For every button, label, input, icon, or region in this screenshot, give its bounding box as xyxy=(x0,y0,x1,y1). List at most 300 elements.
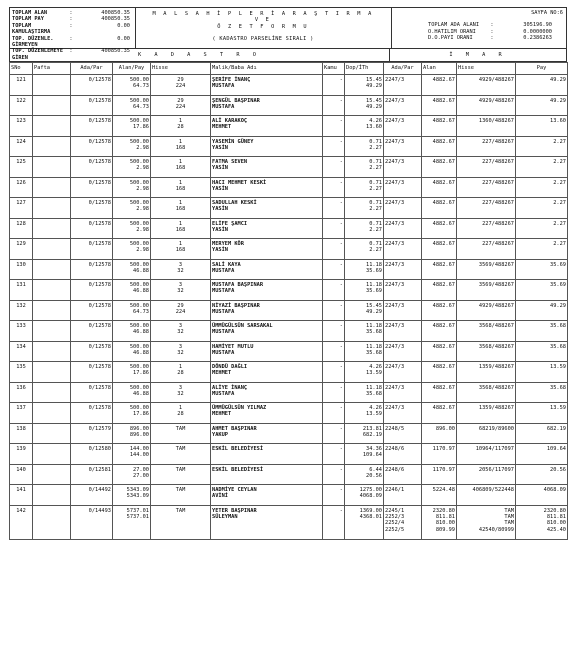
cell-hisse: 1 168 xyxy=(151,136,211,157)
cell-malik: ALİ KARAKOÇ MEHMET xyxy=(211,116,323,137)
cell-pay: 2.27 xyxy=(516,218,568,239)
cell-ialan: 1170.97 xyxy=(422,444,457,465)
column-header: Dop/İTh xyxy=(345,63,384,75)
cell-malik: SADULLAH KESKİ YASİN xyxy=(211,198,323,219)
table-header-row xyxy=(10,63,568,75)
cell-pay: 2.27 xyxy=(516,136,568,157)
cell-hisse: 1 168 xyxy=(151,218,211,239)
cell-ialan: 4882.67 xyxy=(422,136,457,157)
cell-dop: 0.71 2.27 xyxy=(345,157,384,178)
colon: : xyxy=(69,10,73,16)
cell-ihisse: 227/488267 xyxy=(457,198,516,219)
cell-ialan: 4882.67 xyxy=(422,95,457,116)
column-header: SNo xyxy=(10,63,33,75)
owners-table xyxy=(9,62,568,540)
cell-iadapar: 2246/1 xyxy=(384,485,422,506)
ratio-value: 305196.90 xyxy=(523,22,552,29)
cell-ialan: 4882.67 xyxy=(422,259,457,280)
cell-pay: 13.60 xyxy=(516,116,568,137)
cell-pafta xyxy=(33,423,71,444)
report-title-line3: Ö Z E T F O R M U xyxy=(217,23,309,30)
cell-iadapar: 2248/5 xyxy=(384,423,422,444)
cell-pafta xyxy=(33,95,71,116)
cell-sno: 125 xyxy=(10,157,33,178)
cell-adapar: 0/12578 xyxy=(71,198,113,219)
cell-sno: 141 xyxy=(10,485,33,506)
table-row xyxy=(10,280,568,301)
cell-sno: 124 xyxy=(10,136,33,157)
cell-kamu: - xyxy=(323,198,345,219)
cell-sno: 123 xyxy=(10,116,33,137)
table-row xyxy=(10,341,568,362)
cell-hisse: TAM xyxy=(151,464,211,485)
ratio-label: D.O.PAYI ORANI xyxy=(428,35,473,42)
cell-iadapar: 2247/3 xyxy=(384,177,422,198)
total-row xyxy=(10,36,135,49)
cell-adapar: 0/12580 xyxy=(71,444,113,465)
cell-pay: 2.27 xyxy=(516,198,568,219)
cell-pafta xyxy=(33,403,71,424)
cell-kamu: - xyxy=(323,280,345,301)
cell-sno: 127 xyxy=(10,198,33,219)
cell-pay: 35.68 xyxy=(516,321,568,342)
column-header: Alan xyxy=(422,63,457,75)
cell-ihisse: 227/488267 xyxy=(457,177,516,198)
cell-pay: 682.19 xyxy=(516,423,568,444)
table-row xyxy=(10,177,568,198)
ratios-box xyxy=(391,8,569,48)
cell-ihisse: 1360/488267 xyxy=(457,116,516,137)
cell-dop: 11.18 35.68 xyxy=(345,321,384,342)
cell-ialan: 4882.67 xyxy=(422,75,457,96)
cell-dop: 11.18 35.69 xyxy=(345,280,384,301)
cell-iadapar: 2248/6 xyxy=(384,464,422,485)
column-header: Pafta xyxy=(33,63,71,75)
cell-ihisse: 227/488267 xyxy=(457,157,516,178)
cell-kamu: - xyxy=(323,136,345,157)
cell-kamu: - xyxy=(323,259,345,280)
cell-ialan: 4882.67 xyxy=(422,362,457,383)
cell-kamu: - xyxy=(323,218,345,239)
cell-pay: 49.29 xyxy=(516,75,568,96)
table-row xyxy=(10,505,568,539)
cell-iadapar: 2247/3 xyxy=(384,198,422,219)
total-value: 0.00 xyxy=(117,35,130,42)
cell-adapar: 0/12578 xyxy=(71,95,113,116)
cell-kamu: - xyxy=(323,341,345,362)
cell-pafta xyxy=(33,321,71,342)
report-subtitle: ( KADASTRO PARSELİNE SIRALI ) xyxy=(212,36,314,43)
cell-hisse: 3 32 xyxy=(151,341,211,362)
cell-kamu: - xyxy=(323,321,345,342)
table-row xyxy=(10,259,568,280)
cell-ihisse: 3568/488267 xyxy=(457,341,516,362)
cell-dop: 4.26 13.60 xyxy=(345,116,384,137)
cell-hisse: 1 28 xyxy=(151,362,211,383)
cell-sno: 121 xyxy=(10,75,33,96)
cell-hisse: 1 168 xyxy=(151,239,211,260)
cell-iadapar: 2247/3 xyxy=(384,218,422,239)
cell-ihisse: 227/488267 xyxy=(457,239,516,260)
table-row xyxy=(10,444,568,465)
cell-iadapar: 2248/6 xyxy=(384,444,422,465)
cell-malik: SALİ KAYA MUSTAFA xyxy=(211,259,323,280)
cell-kamu: - xyxy=(323,382,345,403)
cell-sno: 126 xyxy=(10,177,33,198)
cell-alan: 500.00 2.98 xyxy=(113,239,151,260)
cell-kamu: - xyxy=(323,239,345,260)
cell-ihisse: TAM TAM TAM 42540/80999 xyxy=(457,505,516,539)
cell-pay: 13.59 xyxy=(516,403,568,424)
cell-dop: 4.26 13.59 xyxy=(345,362,384,383)
cell-dop: 15.45 49.29 xyxy=(345,95,384,116)
cell-alan: 27.00 27.00 xyxy=(113,464,151,485)
cell-dop: 34.36 109.64 xyxy=(345,444,384,465)
cell-dop: 15.45 49.29 xyxy=(345,75,384,96)
cell-ialan: 5224.48 xyxy=(422,485,457,506)
cell-iadapar: 2247/3 xyxy=(384,280,422,301)
totals-box xyxy=(10,8,136,61)
cell-ihisse: 406809/522448 xyxy=(457,485,516,506)
cell-hisse: 1 28 xyxy=(151,403,211,424)
cell-hisse: 3 32 xyxy=(151,382,211,403)
cell-alan: 500.00 17.86 xyxy=(113,116,151,137)
cell-malik: ALİYE İNANÇ MUSTAFA xyxy=(211,382,323,403)
cell-ialan: 2320.80 811.81 810.00 809.99 xyxy=(422,505,457,539)
cell-malik: ELİFE ŞAMCI YASİN xyxy=(211,218,323,239)
section-imar: İ M A R xyxy=(449,52,507,58)
cell-pafta xyxy=(33,362,71,383)
ratio-label: TOPLAM ADA ALANI xyxy=(428,22,480,29)
cell-sno: 134 xyxy=(10,341,33,362)
cell-malik: ESKİL BELEDİYESİ xyxy=(211,444,323,465)
cell-kamu: - xyxy=(323,403,345,424)
column-header: Hisse xyxy=(457,63,516,75)
cell-alan: 500.00 46.88 xyxy=(113,321,151,342)
cell-adapar: 0/12578 xyxy=(71,341,113,362)
cell-pafta xyxy=(33,136,71,157)
cell-iadapar: 2247/3 xyxy=(384,239,422,260)
cell-dop: 0.71 2.27 xyxy=(345,198,384,219)
table-row xyxy=(10,198,568,219)
cell-ihisse: 3568/488267 xyxy=(457,321,516,342)
cell-alan: 500.00 2.98 xyxy=(113,157,151,178)
cell-kamu: - xyxy=(323,177,345,198)
cell-alan: 500.00 2.98 xyxy=(113,136,151,157)
cell-iadapar: 2247/3 xyxy=(384,136,422,157)
cell-sno: 133 xyxy=(10,321,33,342)
cell-adapar: 0/12578 xyxy=(71,157,113,178)
cell-pay: 4068.09 xyxy=(516,485,568,506)
cell-pay: 2.27 xyxy=(516,177,568,198)
cell-pay: 2320.80 811.81 810.00 425.40 xyxy=(516,505,568,539)
cell-adapar: 0/12578 xyxy=(71,382,113,403)
cell-adapar: 0/12578 xyxy=(71,116,113,137)
cell-kamu: - xyxy=(323,95,345,116)
cell-hisse: TAM xyxy=(151,505,211,539)
cell-ialan: 4882.67 xyxy=(422,300,457,321)
cell-iadapar: 2247/3 xyxy=(384,341,422,362)
cell-ihisse: 4929/488267 xyxy=(457,75,516,96)
cell-hisse: 1 28 xyxy=(151,116,211,137)
column-header: Hisse xyxy=(151,63,211,75)
table-row xyxy=(10,321,568,342)
cell-sno: 139 xyxy=(10,444,33,465)
cell-hisse: 29 224 xyxy=(151,95,211,116)
cell-alan: 500.00 46.88 xyxy=(113,341,151,362)
cell-pay: 13.59 xyxy=(516,362,568,383)
total-label: TOP. DÜZENLEMEYE GİREN xyxy=(12,48,64,61)
ratio-label: O.HATILIM ORANI xyxy=(428,28,476,35)
cell-ialan: 4882.67 xyxy=(422,198,457,219)
cell-alan: 500.00 17.86 xyxy=(113,403,151,424)
table-row xyxy=(10,403,568,424)
cell-sno: 129 xyxy=(10,239,33,260)
cell-dop: 0.71 2.27 xyxy=(345,136,384,157)
cell-ialan: 4882.67 xyxy=(422,218,457,239)
cell-malik: YETER BAŞPINAR SÜLEYMAN xyxy=(211,505,323,539)
cell-malik: ÜMMÜGÜLSÜN SARSAKAL MUSTAFA xyxy=(211,321,323,342)
cell-dop: 11.18 35.68 xyxy=(345,341,384,362)
cell-kamu: - xyxy=(323,75,345,96)
cell-sno: 122 xyxy=(10,95,33,116)
table-row xyxy=(10,157,568,178)
cell-pafta xyxy=(33,157,71,178)
cell-dop: 0.71 2.27 xyxy=(345,218,384,239)
cell-pafta xyxy=(33,300,71,321)
table-row xyxy=(10,116,568,137)
cell-pafta xyxy=(33,485,71,506)
cell-kamu: - xyxy=(323,423,345,444)
table-row xyxy=(10,95,568,116)
cell-dop: 1275.00 4068.09 xyxy=(345,485,384,506)
cell-iadapar: 2247/3 xyxy=(384,95,422,116)
cell-adapar: 0/12578 xyxy=(71,362,113,383)
total-value: 400850.35 xyxy=(101,16,130,23)
table-row xyxy=(10,485,568,506)
cell-alan: 500.00 64.73 xyxy=(113,75,151,96)
total-value: 400850.35 xyxy=(101,48,130,55)
cell-iadapar: 2247/3 xyxy=(384,75,422,96)
colon: : xyxy=(69,22,73,29)
column-header: Pay xyxy=(516,63,568,75)
cell-dop: 4.26 13.59 xyxy=(345,403,384,424)
total-value: 400850.35 xyxy=(101,10,130,16)
cell-ialan: 4882.67 xyxy=(422,341,457,362)
cell-alan: 500.00 64.73 xyxy=(113,300,151,321)
cell-malik: AHMET BAŞPINAR YAKUP xyxy=(211,423,323,444)
cell-dop: 1369.00 4368.01 xyxy=(345,505,384,539)
cell-malik: DÖNDÜ DAĞLI MEHMET xyxy=(211,362,323,383)
cell-ialan: 4882.67 xyxy=(422,177,457,198)
cell-hisse: TAM xyxy=(151,423,211,444)
cell-malik: MUSTAFA BAŞPINAR MUSTAFA xyxy=(211,280,323,301)
cell-pay: 49.29 xyxy=(516,95,568,116)
total-row xyxy=(10,48,135,61)
total-value: 0.00 xyxy=(117,22,130,29)
cell-iadapar: 2247/3 xyxy=(384,403,422,424)
cell-adapar: 0/12579 xyxy=(71,423,113,444)
cell-ihisse: 68219/89600 xyxy=(457,423,516,444)
cell-adapar: 0/12578 xyxy=(71,218,113,239)
colon: : xyxy=(69,16,73,23)
cell-hisse: 1 168 xyxy=(151,177,211,198)
cell-adapar: 0/12578 xyxy=(71,300,113,321)
cell-ihisse: 3569/488267 xyxy=(457,259,516,280)
cell-sno: 132 xyxy=(10,300,33,321)
cell-ihisse: 1359/488267 xyxy=(457,362,516,383)
cell-malik: HACI MEHMET KESKİ YASİN xyxy=(211,177,323,198)
cell-ihisse: 4929/488267 xyxy=(457,95,516,116)
cell-alan: 500.00 46.88 xyxy=(113,280,151,301)
total-label: TOPLAM KAMULAŞTIRMA xyxy=(12,22,51,36)
cell-pafta xyxy=(33,280,71,301)
cell-adapar: 0/12578 xyxy=(71,403,113,424)
cell-alan: 500.00 2.98 xyxy=(113,198,151,219)
cell-adapar: 0/12578 xyxy=(71,239,113,260)
cell-dop: 6.44 20.56 xyxy=(345,464,384,485)
cell-malik: FATMA SEVEN YASİN xyxy=(211,157,323,178)
table-row xyxy=(10,75,568,96)
colon: : xyxy=(69,48,73,55)
table-row xyxy=(10,382,568,403)
cell-adapar: 0/12578 xyxy=(71,259,113,280)
cell-sno: 131 xyxy=(10,280,33,301)
cell-pay: 2.27 xyxy=(516,157,568,178)
cell-malik: HAMİYET MUTLU MUSTAFA xyxy=(211,341,323,362)
cell-hisse: 1 168 xyxy=(151,198,211,219)
cell-iadapar: 2247/3 xyxy=(384,321,422,342)
cell-ihisse: 10964/117097 xyxy=(457,444,516,465)
cell-dop: 11.18 35.68 xyxy=(345,382,384,403)
column-header: Ada/Par xyxy=(71,63,113,75)
cell-kamu: - xyxy=(323,300,345,321)
table-row xyxy=(10,218,568,239)
cell-kamu: - xyxy=(323,362,345,383)
cell-hisse: 3 32 xyxy=(151,321,211,342)
cell-pay: 49.29 xyxy=(516,300,568,321)
cell-adapar: 0/12578 xyxy=(71,75,113,96)
cell-dop: 213.81 682.19 xyxy=(345,423,384,444)
cell-hisse: 1 168 xyxy=(151,157,211,178)
page-number: SAYFA NO:6 xyxy=(531,10,563,16)
cell-pafta xyxy=(33,218,71,239)
colon: : xyxy=(490,35,494,42)
cell-ihisse: 3568/488267 xyxy=(457,382,516,403)
cell-malik: NİYAZİ BAŞPINAR MUSTAFA xyxy=(211,300,323,321)
cell-pay: 35.68 xyxy=(516,382,568,403)
cell-sno: 130 xyxy=(10,259,33,280)
cell-pafta xyxy=(33,198,71,219)
column-header: Ada/Par xyxy=(384,63,422,75)
cell-adapar: 0/12578 xyxy=(71,136,113,157)
cell-ialan: 4882.67 xyxy=(422,157,457,178)
cell-pay: 35.69 xyxy=(516,259,568,280)
cell-pafta xyxy=(33,239,71,260)
total-row xyxy=(10,23,135,36)
ratio-value: 0.0000000 xyxy=(523,28,552,35)
cell-iadapar: 2247/3 xyxy=(384,362,422,383)
cell-pay: 109.64 xyxy=(516,444,568,465)
colon: : xyxy=(490,22,494,29)
cell-malik: ŞERİFE İNANÇ MUSTAFA xyxy=(211,75,323,96)
cell-ialan: 4882.67 xyxy=(422,116,457,137)
cell-ihisse: 227/488267 xyxy=(457,136,516,157)
cell-dop: 0.71 2.27 xyxy=(345,239,384,260)
cell-kamu: - xyxy=(323,157,345,178)
cell-iadapar: 2247/3 xyxy=(384,259,422,280)
cell-alan: 500.00 17.86 xyxy=(113,362,151,383)
cell-pafta xyxy=(33,382,71,403)
title-box xyxy=(135,8,391,48)
cell-dop: 0.71 2.27 xyxy=(345,177,384,198)
report-page xyxy=(9,7,567,540)
cell-sno: 138 xyxy=(10,423,33,444)
cell-malik: MERYEM KÖR YASİN xyxy=(211,239,323,260)
cell-hisse: 29 224 xyxy=(151,75,211,96)
cell-ihisse: 2056/117097 xyxy=(457,464,516,485)
cell-iadapar: 2247/3 xyxy=(384,157,422,178)
cell-sno: 142 xyxy=(10,505,33,539)
table-row xyxy=(10,464,568,485)
cell-malik: YASEMİN GÜNEY YASİN xyxy=(211,136,323,157)
cell-adapar: 0/12578 xyxy=(71,177,113,198)
cell-ihisse: 4929/488267 xyxy=(457,300,516,321)
cell-hisse: TAM xyxy=(151,444,211,465)
cell-ialan: 4882.67 xyxy=(422,239,457,260)
ratio-value: 0.2386263 xyxy=(523,35,552,42)
table-row xyxy=(10,239,568,260)
cell-pafta xyxy=(33,259,71,280)
cell-adapar: 0/12581 xyxy=(71,464,113,485)
table-row xyxy=(10,300,568,321)
cell-pafta xyxy=(33,464,71,485)
cell-pafta xyxy=(33,177,71,198)
cell-alan: 500.00 46.88 xyxy=(113,382,151,403)
colon: : xyxy=(490,28,494,35)
table-row xyxy=(10,136,568,157)
report-title-line2: V E xyxy=(254,17,272,24)
colon: : xyxy=(69,35,73,42)
total-label: TOP. DÜZENLE. GİRMEYEN xyxy=(12,35,54,49)
cell-pay: 35.69 xyxy=(516,280,568,301)
cell-ihisse: 3569/488267 xyxy=(457,280,516,301)
total-label: TOPLAM PAY xyxy=(12,16,44,23)
section-kadastro: K A D A S T R O xyxy=(10,49,390,61)
ratio-row xyxy=(392,35,569,41)
cell-pafta xyxy=(33,444,71,465)
cell-sno: 140 xyxy=(10,464,33,485)
table-row xyxy=(10,423,568,444)
cell-alan: 500.00 2.98 xyxy=(113,218,151,239)
cell-pay: 20.56 xyxy=(516,464,568,485)
cell-malik: ÜMMÜGÜLSÜN YILMAZ MEHMET xyxy=(211,403,323,424)
cell-alan: 500.00 64.73 xyxy=(113,95,151,116)
cell-kamu: - xyxy=(323,444,345,465)
cell-pay: 2.27 xyxy=(516,239,568,260)
cell-pafta xyxy=(33,75,71,96)
cell-alan: 5737.01 5737.01 xyxy=(113,505,151,539)
cell-sno: 136 xyxy=(10,382,33,403)
cell-adapar: 0/12578 xyxy=(71,280,113,301)
cell-dop: 15.45 49.29 xyxy=(345,300,384,321)
cell-pafta xyxy=(33,505,71,539)
cell-malik: NADMİYE CEYLAN AVİNİ xyxy=(211,485,323,506)
cell-sno: 128 xyxy=(10,218,33,239)
cell-ialan: 4882.67 xyxy=(422,280,457,301)
cell-ihisse: 227/488267 xyxy=(457,218,516,239)
cell-ialan: 1170.97 xyxy=(422,464,457,485)
